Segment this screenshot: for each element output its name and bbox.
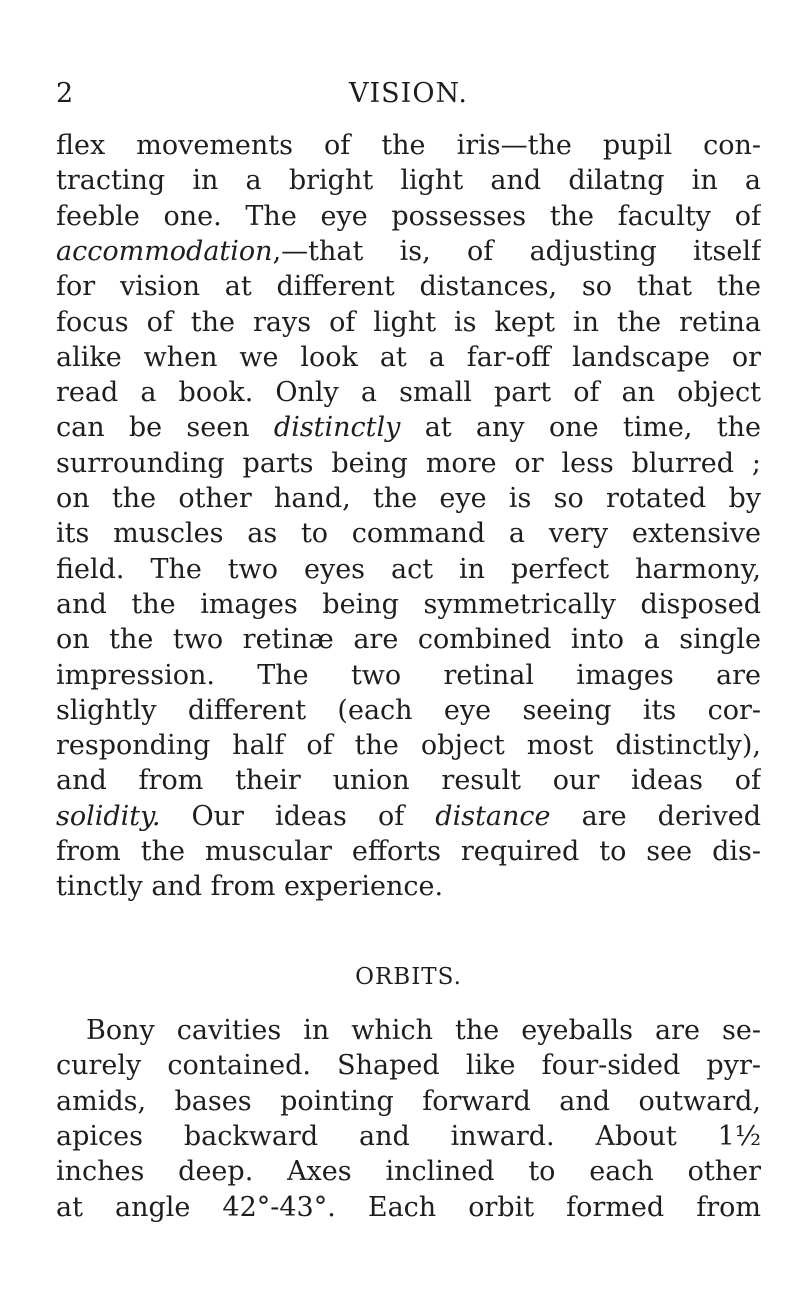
paragraph-2-line-6 (56, 1191, 761, 1225)
text-segment: feeble one. The eye possesses the faculty of (56, 200, 761, 232)
text-segment: flex movements of the iris—the pupil con- (56, 130, 761, 161)
paragraph-1-line-1 (56, 129, 761, 163)
paragraph-1-line-2 (56, 164, 761, 198)
paragraph-1-line-21 (56, 835, 761, 869)
paragraph-1-line-8 (56, 376, 761, 410)
text-segment: can be seen (56, 412, 274, 444)
paragraph-1-line-10 (56, 447, 761, 481)
text-segment: and from their union result our ideas of (56, 765, 761, 797)
paragraph-1-line-17 (56, 694, 761, 728)
text-segment: curely contained. Shaped like four-sided pyr- (56, 1050, 761, 1082)
paragraph-1-line-14 (56, 588, 761, 622)
text-segment: accommodation (56, 235, 273, 267)
paragraph-2-line-5 (56, 1155, 761, 1189)
text-segment: from the muscular efforts required to see dis- (56, 836, 761, 867)
running-title: VISION. (349, 78, 468, 109)
paragraph-1-line-22 (56, 870, 761, 904)
paragraph-1-line-16 (56, 659, 761, 693)
page-header (56, 74, 761, 114)
text-segment: focus of the rays of light is kept in the retina (56, 306, 761, 338)
paragraph-2-line-2 (56, 1049, 761, 1083)
text-segment: ,—that is, of adjusting itself (272, 235, 761, 267)
text-segment: Bony cavities in which the eyeballs are se- (86, 1015, 761, 1046)
text-segment: for vision at different distances, so that the (56, 271, 761, 303)
paragraph-2-line-1 (56, 1014, 761, 1048)
paragraph-1-line-7 (56, 341, 761, 375)
text-segment: impression. The two retinal images are (56, 659, 761, 691)
paragraph-1-line-4 (56, 235, 761, 269)
text-segment: inches deep. Axes inclined to each other (56, 1156, 761, 1188)
paragraph-1-line-5 (56, 270, 761, 304)
paragraph-1-line-20 (56, 800, 761, 834)
text-segment: on the other hand, the eye is so rotated by (56, 483, 761, 514)
paragraph-1-line-9 (56, 411, 761, 445)
text-segment: distinctly (273, 412, 401, 444)
text-segment: slightly different (each eye seeing its cor- (56, 694, 761, 726)
paragraph-1-line-18 (56, 729, 761, 763)
text-segment: distance (435, 800, 551, 832)
page-number: 2 (56, 78, 74, 109)
paragraph-1-line-3 (56, 200, 761, 234)
text-segment: responding half of the object most distinctly), (56, 730, 761, 762)
text-segment: its muscles as to command a very extensive (56, 518, 761, 550)
paragraph-1-line-13 (56, 553, 761, 587)
paragraph-1-line-11 (56, 482, 761, 516)
paragraph-1-line-12 (56, 517, 761, 551)
text-segment: and the images being symmetrically disposed (56, 588, 761, 620)
paragraph-1-line-19 (56, 764, 761, 798)
text-segment: read a book. Only a small part of an object (56, 377, 761, 409)
text-segment: at angle 42°-43°. Each orbit formed from (56, 1191, 761, 1223)
paragraph-1-line-6 (56, 306, 761, 340)
paragraph-1-line-15 (56, 623, 761, 657)
text-segment: on the two retinæ are combined into a single (56, 624, 761, 656)
text-segment: amids, bases pointing forward and outward, (56, 1085, 761, 1117)
text-segment: tinctly and from experience. (56, 871, 444, 903)
text-segment: alike when we look at a far-off landscape or (56, 341, 761, 373)
text-segment: solidity. (56, 800, 161, 832)
text-segment: surrounding parts being more or less blurred ; (56, 447, 761, 479)
text-segment: tracting in a bright light and dilatng in a (56, 165, 761, 197)
text-segment: apices backward and inward. About 1½ (56, 1120, 761, 1152)
section-heading-orbits: ORBITS. (355, 964, 462, 990)
paragraph-2-line-3 (56, 1085, 761, 1119)
text-segment: are derived (550, 800, 761, 832)
text-segment: at any one time, the (400, 412, 761, 444)
text-segment: Our ideas of (160, 800, 436, 832)
text-segment: field. The two eyes act in perfect harmony, (56, 553, 761, 585)
paragraph-2-line-4 (56, 1120, 761, 1154)
